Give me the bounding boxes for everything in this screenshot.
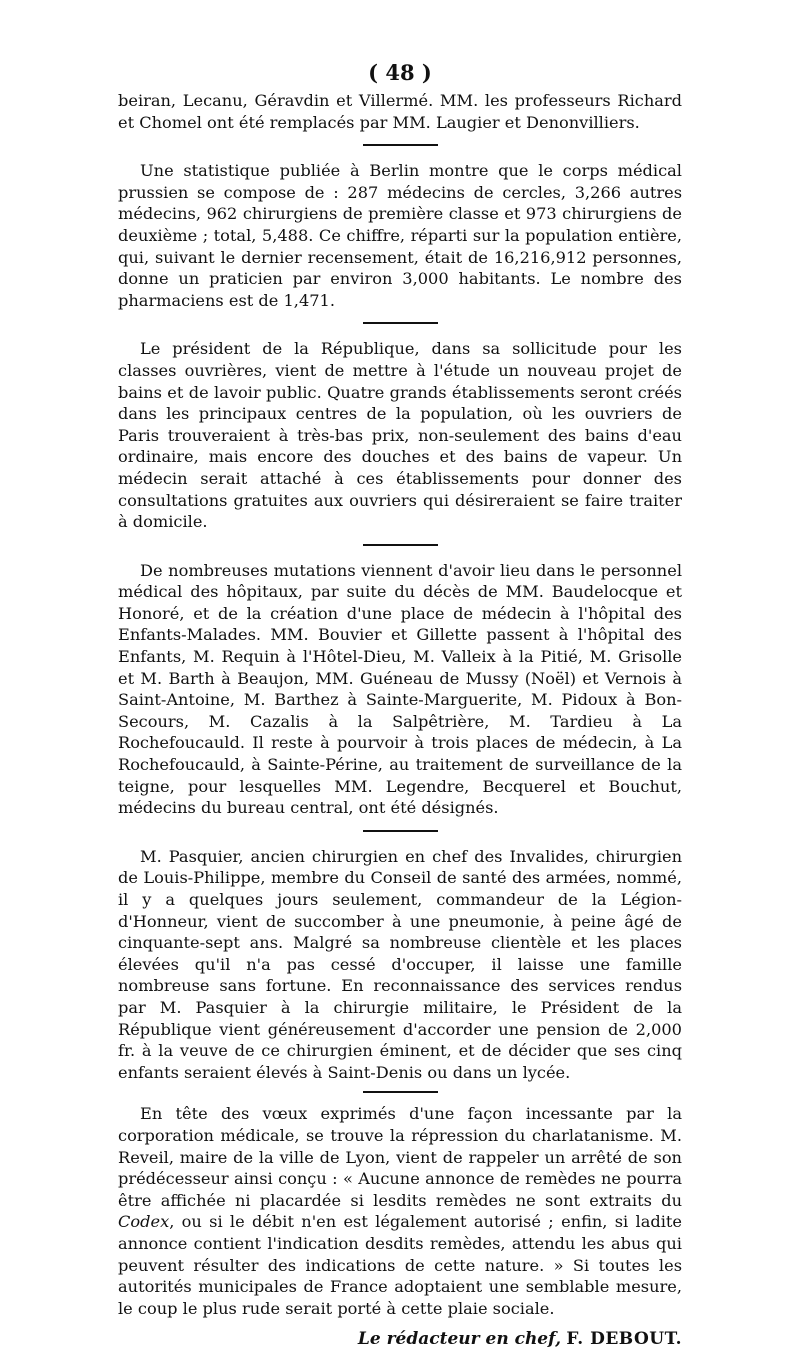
- separator-rule: [363, 1091, 438, 1093]
- paragraph-hospital-mutations: De nombreuses mutations viennent d'avoir lieu dans le personnel médical des hôpitaux, par suite du décès de MM. Baudelocque et Honoré, et de la création d'une place de médecin à l'hôpital des Enfants-Malades. MM. Bouvier et Gillette passent à l'hôpital des Enfants, M. Requin à l'Hôtel-Dieu, M. Valleix à la Pitié, M. Grisolle et M. Barth à Beaujon, MM. Guéneau de Mussy (Noël) et Vernois à Saint-Antoine, M. Barthez à Sainte-Marguerite, M. Pidoux à Bon-Secours, M. Cazalis à la Salpêtrière, M. Tardieu à La Rochefoucauld. Il reste à pourvoir à trois places de médecin, à La Rochefoucauld, à Sainte-Périne, au traitement de surveillance de la teigne, pour lesquelles MM. Legendre, Becquerel et Bouchut, médecins du bureau central, ont été désignés.: [118, 560, 682, 818]
- separator-rule: [363, 544, 438, 546]
- codex-title: Codex: [118, 1212, 170, 1232]
- signature-role: Le rédacteur en chef,: [357, 1329, 561, 1350]
- page-number: ( 48 ): [368, 60, 432, 85]
- paragraph-continuation: beiran, Lecanu, Géravdin et Villermé. MM. les professeurs Richard et Chomel ont été remplacés par MM. Laugier et Denonvilliers.: [118, 91, 682, 132]
- signature: [118, 1329, 682, 1351]
- paragraph-charlatanism: [118, 1103, 682, 1319]
- paragraph-pasquier-obituary: M. Pasquier, ancien chirurgien en chef des Invalides, chirurgien de Louis-Philippe, membre du Conseil de santé des armées, nommé, il y a quelques jours seulement, commandeur de la Légion-d'Honneur, vient de succomber à une pneumonie, à peine âgé de cinquante-sept ans. Malgré sa nombreuse clientèle et les places élevées qu'il n'a pas cessé d'occuper, il laisse une famille nombreuse sans fortune. En reconnaissance des services rendus par M. Pasquier à la chirurgie militaire, le Président de la République vient généreusement d'accorder une pension de 2,000 fr. à la veuve de ce chirurgien éminent, et de décider que ses cinq enfants seraient élevés à Saint-Denis ou dans un lycée.: [118, 846, 682, 1082]
- body-text: [118, 90, 682, 1351]
- charlatanism-text-end: , ou si le débit n'en est légalement autorisé ; enfin, si ladite annonce contient l'indication desdits remèdes, attendu les abus qui peuvent résulter des indications de cette nature. » Si toutes les autorités municipales de France adoptaient une semblable mesure, le coup le plus rude serait porté à cette plaie sociale.: [118, 1212, 682, 1318]
- separator-rule: [363, 144, 438, 146]
- separator-rule: [363, 830, 438, 832]
- paragraph-public-baths: Le président de la République, dans sa sollicitude pour les classes ouvrières, vient de mettre à l'étude un nouveau projet de bains et de lavoir public. Quatre grands établissements seront créés dans les principaux centres de la population, où les ouvriers de Paris trouveraient à très-bas prix, non-seulement des bains d'eau ordinaire, mais encore des douches et des bains de vapeur. Un médecin serait attaché à ces établissements pour donner des consultations gratuites aux ouvriers qui désireraient se faire traiter à domicile.: [118, 339, 682, 532]
- separator-rule: [363, 322, 438, 324]
- signature-name: F. DEBOUT.: [566, 1329, 682, 1350]
- paragraph-prussian-statistics: Une statistique publiée à Berlin montre que le corps médical prussien se compose de : 287 médecins de cercles, 3,266 autres médecins, 962 chirurgiens de première classe et 973 chirurgiens de deuxième ; total, 5,488. Ce chiffre, réparti sur la population entière, qui, suivant le dernier recensement, était de 16,216,912 personnes, donne un praticien par environ 3,000 habitants. Le nombre des pharmaciens est de 1,471.: [118, 161, 682, 310]
- charlatanism-text-start: En tête des vœux exprimés d'une façon incessante par la corporation médicale, se trouve la répression du charlatanisme. M. Reveil, maire de la ville de Lyon, vient de rappeler un arrêté de son prédécesseur ainsi conçu : « Aucune annonce de remèdes ne pourra être affichée ni placardée si lesdits remèdes ne sont extraits du: [118, 1104, 682, 1210]
